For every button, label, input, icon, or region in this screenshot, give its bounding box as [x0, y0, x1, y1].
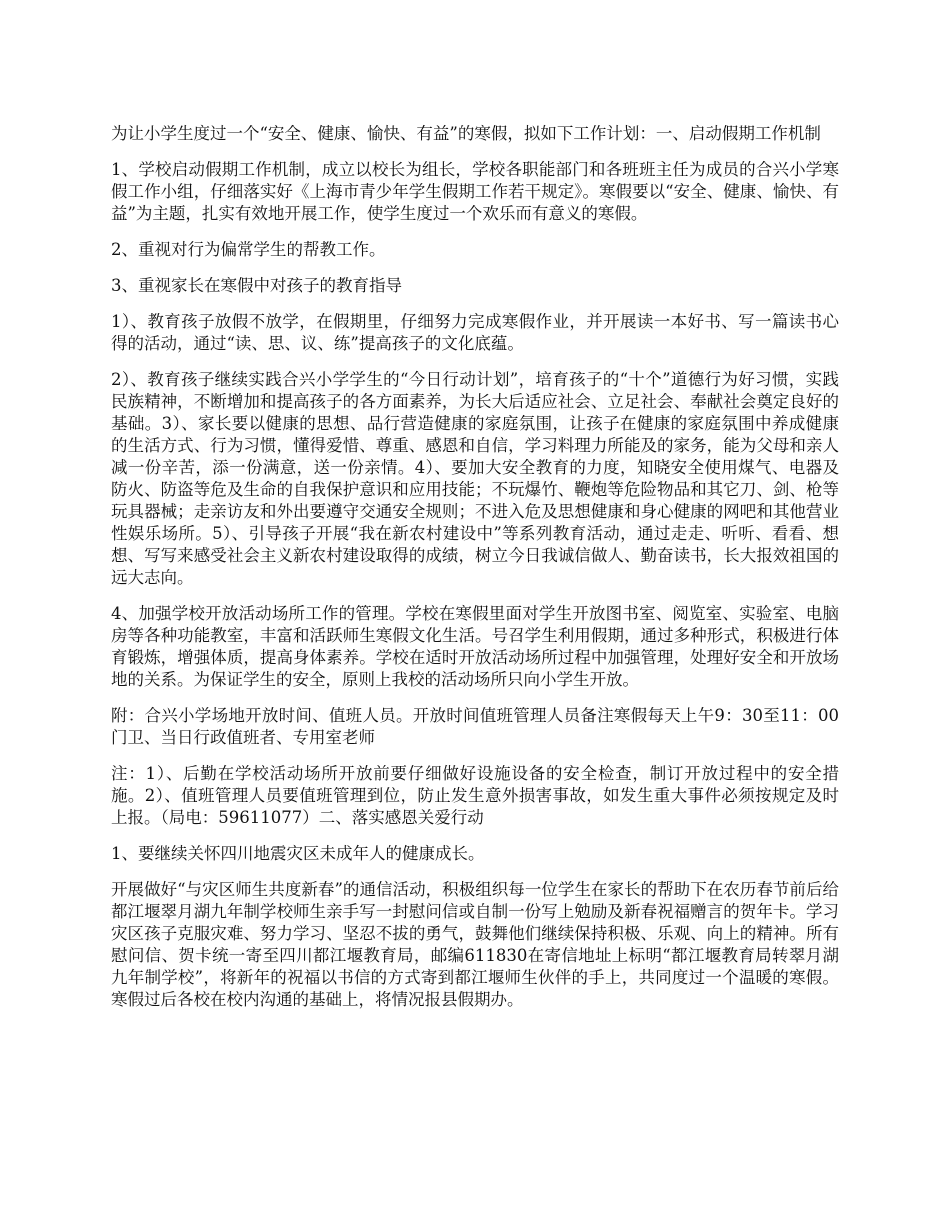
section-2-detail: 开展做好“与灾区师生共度新春”的通信活动，积极组织每一位学生在家长的帮助下在农历春节前后给都江堰翠月湖九年制学校师生亲手写一封慰问信或自制一份写上勉励及新春祝福赠言的贺年卡。学习灾区孩子克服灾难、努力学习、坚忍不拔的勇气，鼓舞他们继续保持积极、乐观、向上的精神。所有慰问信、贺卡统一寄至四川都江堰教育局，邮编611830在寄信地址上标明“都江堰教育局转翠月湖九年制学校”，将新年的祝福以书信的方式寄到都江堰师生伙伴的手上，共同度过一个温暖的寒假。寒假过后各校在校内沟通的基础上，将情况报县假期办。 [111, 880, 839, 1009]
paragraph-3-2: 2）、教育孩子继续实践合兴小学学生的“今日行动计划”，培育孩子的“十个”道德行为好习惯，实践民族精神，不断增加和提高孩子的各方面素养，为长大后适应社会、立足社会、奉献社会奠定良好的基础。3）、家长要以健康的思想、品行营造健康的家庭氛围，让孩子在健康的家庭氛围中养成健康的生活方式、行为习惯，懂得爱惜、尊重、感恩和自信，学习料理力所能及的家务，能为父母和亲人减一份辛苦，添一份满意，送一份亲情。4）、要加大安全教育的力度，知晓安全使用煤气、电器及防火、防盗等危及生命的自我保护意识和应用技能；不玩爆竹、鞭炮等危险物品和其它刀、剑、枪等玩具器械；走亲访友和外出要遵守交通安全规则；不进入危及思想健康和身心健康的网吧和其他营业性娱乐场所。5）、引导孩子开展“我在新农村建设中”等系列教育活动，通过走走、听听、看看、想想、写写来感受社会主义新农村建设取得的成绩，树立今日我诚信做人、勤奋读书，长大报效祖国的远大志向。 [111, 370, 839, 587]
paragraph-1: 1、学校启动假期工作机制，成立以校长为组长，学校各职能部门和各班班主任为成员的合兴小学寒假工作小组，仔细落实好《上海市青少年学生假期工作若干规定》。寒假要以“安全、健康、愉快、有益”为主题，扎实有效地开展工作，使学生度过一个欢乐而有意义的寒假。 [111, 160, 839, 223]
note-paragraph: 注：1）、后勤在学校活动场所开放前要仔细做好设施设备的安全检查，制订开放过程中的安全措施。2）、值班管理人员要值班管理到位，防止发生意外损害事故，如发生重大事件必须按规定及时上报。（局电：59611077）二、落实感恩关爱行动 [111, 764, 839, 827]
document-body [111, 123, 839, 1025]
appendix-paragraph: 附：合兴小学场地开放时间、值班人员。开放时间值班管理人员备注寒假每天上午9：30至11：00门卫、当日行政值班者、专用室老师 [111, 706, 839, 747]
paragraph-4: 4、加强学校开放活动场所工作的管理。学校在寒假里面对学生开放图书室、阅览室、实验室、电脑房等各种功能教室，丰富和活跃师生寒假文化生活。号召学生利用假期，通过多种形式，积极进行体育锻炼，增强体质，提高身体素养。学校在适时开放活动场所过程中加强管理，处理好安全和开放场地的关系。为保证学生的安全，原则上我校的活动场所只向小学生开放。 [111, 604, 839, 689]
intro-paragraph: 为让小学生度过一个“安全、健康、愉快、有益”的寒假，拟如下工作计划：一、启动假期工作机制 [111, 124, 821, 143]
paragraph-3-1: 1）、教育孩子放假不放学，在假期里，仔细努力完成寒假作业，并开展读一本好书、写一篇读书心得的活动，通过“读、思、议、练”提高孩子的文化底蕴。 [111, 312, 839, 353]
section-2-item-1: 1、要继续关怀四川地震灾区未成年人的健康成长。 [111, 844, 485, 863]
paragraph-3: 3、重视家长在寒假中对孩子的教育指导 [111, 276, 402, 295]
paragraph-2: 2、重视对行为偏常学生的帮教工作。 [111, 240, 386, 259]
